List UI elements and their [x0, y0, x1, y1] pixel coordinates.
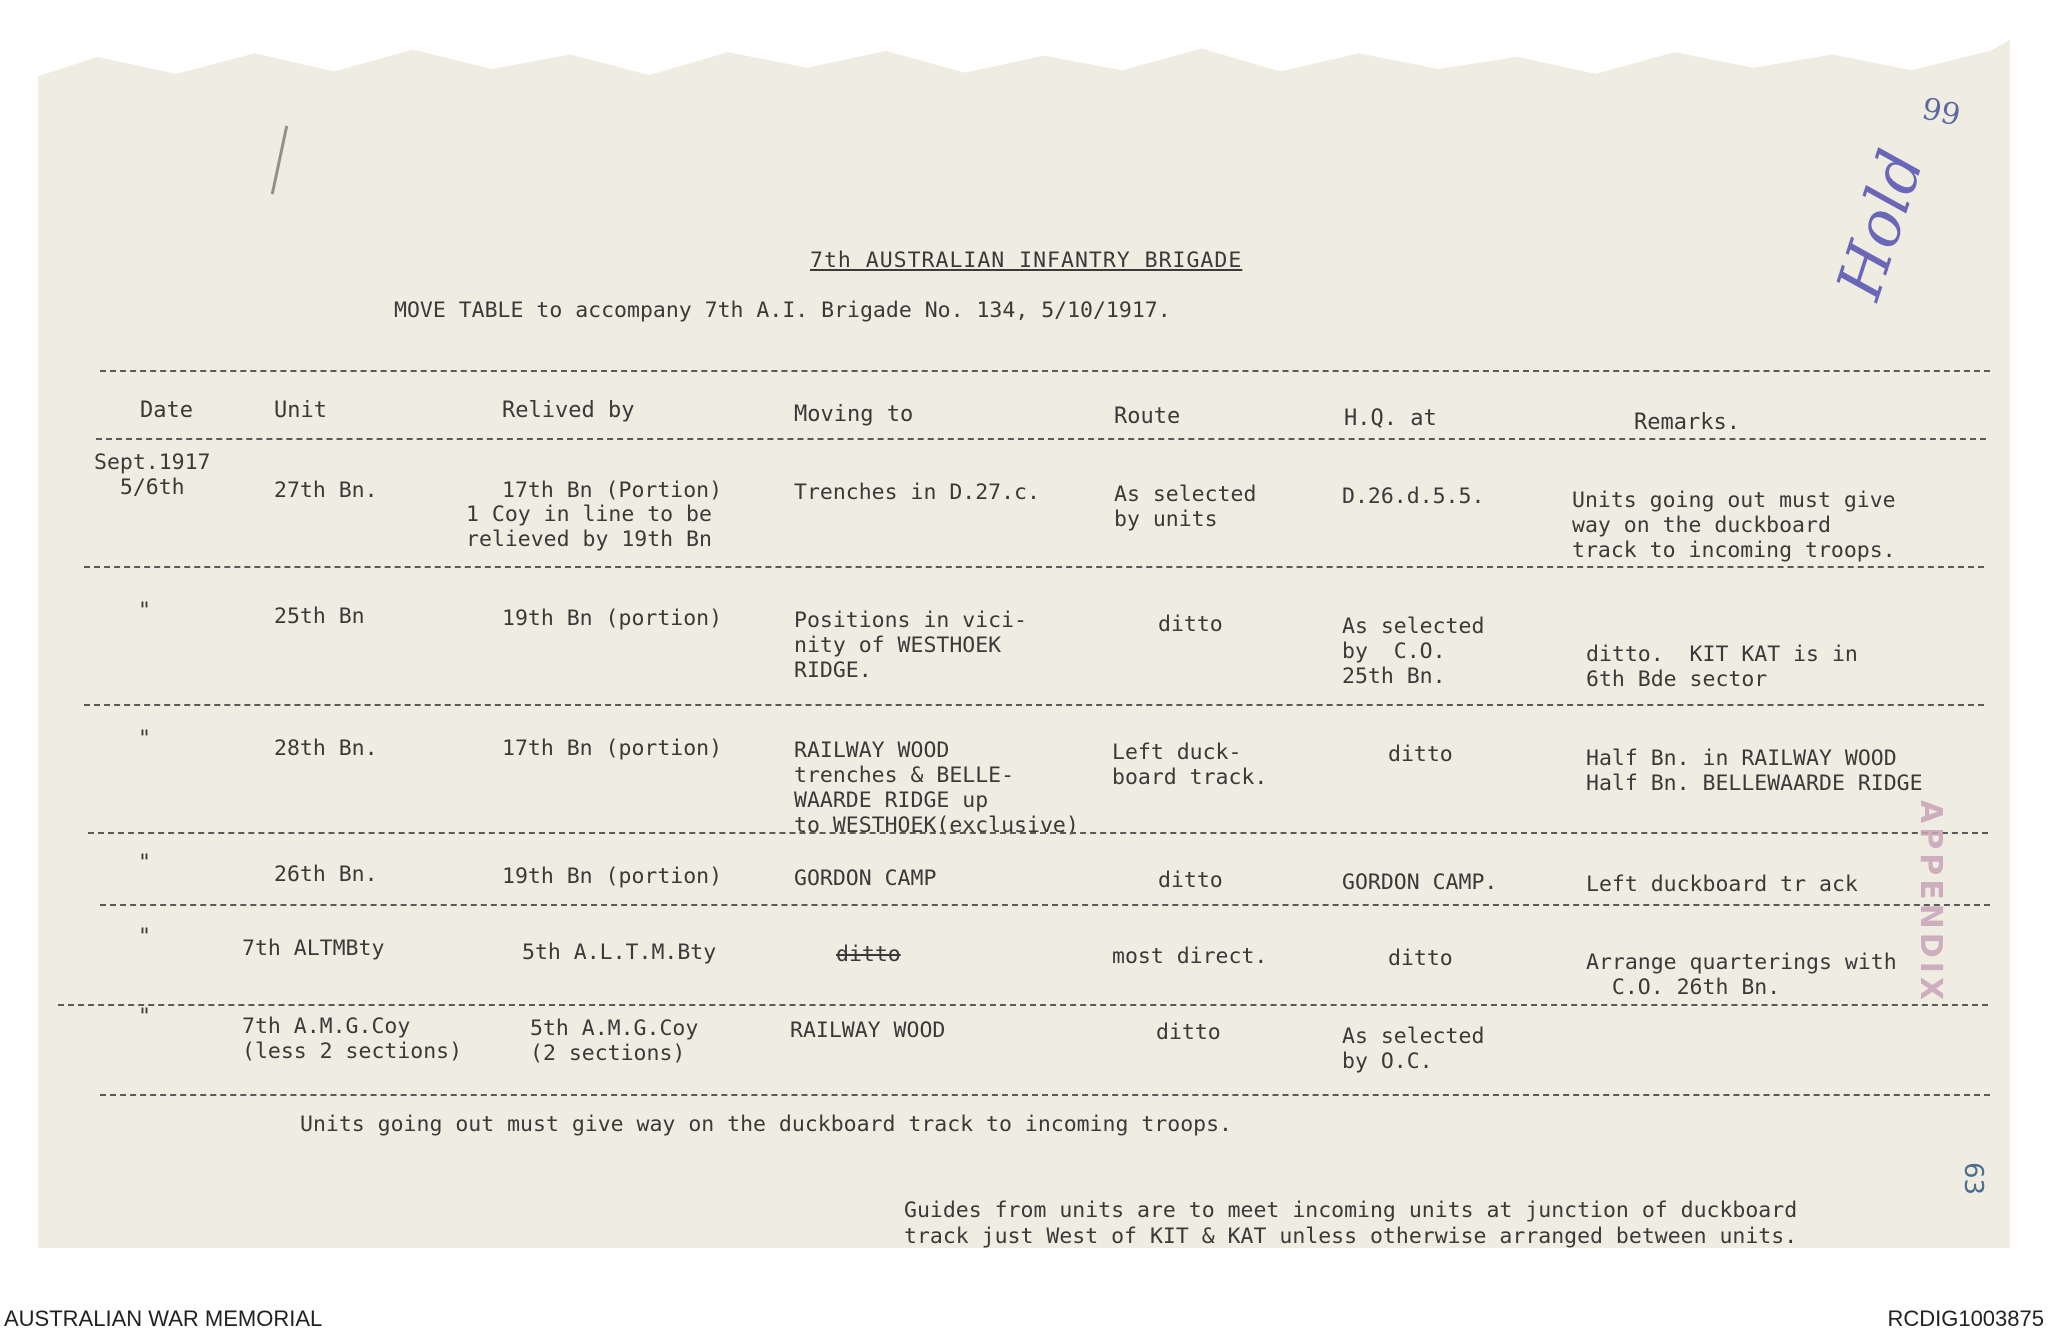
- col-header-hq-at: H.Q. at: [1344, 406, 1437, 431]
- row5-moving-to: ditto: [836, 942, 901, 967]
- row3-hq-at: ditto: [1388, 742, 1453, 767]
- row1-relieved-by: 17th Bn (Portion): [502, 478, 723, 503]
- row1-relieved-note: 1 Coy in line to be relieved by 19th Bn: [466, 502, 712, 552]
- row4-relieved-by: 19th Bn (portion): [502, 864, 723, 889]
- row1-remarks: Units going out must give way on the duckboard track to incoming troops.: [1572, 488, 1896, 563]
- note-guides: Guides from units are to meet incoming units at junction of duckboard track just West of KIT & KAT unless otherwise arranged between units.: [904, 1198, 1798, 1249]
- row2-moving-to: Positions in vici- nity of WESTHOEK RIDGE.: [794, 608, 1027, 683]
- row3-relieved-by: 17th Bn (portion): [502, 736, 723, 761]
- handwritten-hold: Hold: [1822, 141, 1939, 308]
- document-title: 7th AUSTRALIAN INFANTRY BRIGADE: [810, 248, 1243, 273]
- handwritten-number: 99: [1918, 91, 1964, 134]
- rule-row5: [58, 1004, 1988, 1006]
- row1-unit: 27th Bn.: [274, 478, 378, 503]
- col-header-remarks: Remarks.: [1634, 410, 1740, 435]
- row1-moving-to: Trenches in D.27.c.: [794, 480, 1040, 505]
- row5-relieved-by: 5th A.L.T.M.Bty: [522, 940, 717, 965]
- row2-unit: 25th Bn: [274, 604, 365, 629]
- row3-date: ": [138, 726, 151, 751]
- row4-moving-to: GORDON CAMP: [794, 866, 937, 891]
- col-header-route: Route: [1114, 404, 1181, 429]
- rule-row2: [84, 704, 1984, 706]
- row4-route: ditto: [1158, 868, 1223, 893]
- appendix-stamp: APPENDIX: [1913, 800, 1948, 1004]
- row5-date: ": [138, 924, 151, 949]
- row5-route: most direct.: [1112, 944, 1268, 969]
- footer-institution: AUSTRALIAN WAR MEMORIAL: [4, 1306, 323, 1331]
- row4-hq-at: GORDON CAMP.: [1342, 870, 1498, 895]
- row6-hq-at: As selected by O.C.: [1342, 1024, 1485, 1074]
- rule-header: [96, 438, 1986, 440]
- row6-date: ": [138, 1004, 151, 1029]
- row6-unit: 7th A.M.G.Coy (less 2 sections): [242, 1014, 463, 1064]
- row2-hq-at: As selected by C.O. 25th Bn.: [1342, 614, 1485, 689]
- row5-unit: 7th ALTMBty: [242, 936, 385, 961]
- col-header-unit: Unit: [274, 398, 327, 423]
- row3-remarks: Half Bn. in RAILWAY WOOD Half Bn. BELLEWAARDE RIDGE: [1586, 746, 1923, 796]
- row2-relieved-by: 19th Bn (portion): [502, 606, 723, 631]
- rule-row3: [88, 832, 1988, 834]
- row4-unit: 26th Bn.: [274, 862, 378, 887]
- row2-remarks: ditto. KIT KAT is in 6th Bde sector: [1586, 642, 1858, 692]
- row3-route: Left duck- board track.: [1112, 740, 1268, 790]
- row6-moving-to: RAILWAY WOOD: [790, 1018, 946, 1043]
- row1-date: Sept.1917 5/6th: [94, 450, 211, 500]
- row1-route: As selected by units: [1114, 482, 1257, 532]
- rule-row1: [84, 566, 1984, 568]
- row3-unit: 28th Bn.: [274, 736, 378, 761]
- row1-hq-at: D.26.d.5.5.: [1342, 484, 1485, 509]
- rule-top: [100, 370, 1990, 372]
- row5-remarks: Arrange quarterings with C.O. 26th Bn.: [1586, 950, 1897, 1000]
- col-header-moving-to: Moving to: [794, 402, 914, 427]
- page-number: 63: [1958, 1162, 1988, 1196]
- rule-row4: [100, 904, 1990, 906]
- footer-record-id: RCDIG1003875: [1887, 1306, 2044, 1331]
- note-duckboard: Units going out must give way on the duckboard track to incoming troops.: [300, 1112, 1232, 1137]
- col-header-relieved-by: Relived by: [502, 398, 635, 423]
- row5-hq-at: ditto: [1388, 946, 1453, 971]
- row2-date: ": [138, 598, 151, 623]
- document-subtitle: MOVE TABLE to accompany 7th A.I. Brigade No. 134, 5/10/1917.: [394, 298, 1171, 323]
- row3-moving-to: RAILWAY WOOD trenches & BELLE- WAARDE RIDGE up to WESTHOEK(exclusive): [794, 738, 1079, 838]
- row4-date: ": [138, 850, 151, 875]
- col-header-date: Date: [140, 398, 193, 423]
- row4-remarks: Left duckboard tr ack: [1586, 872, 1858, 897]
- rule-bottom: [100, 1094, 1990, 1096]
- row6-route: ditto: [1156, 1020, 1221, 1045]
- row6-relieved-by: 5th A.M.G.Coy (2 sections): [530, 1016, 699, 1066]
- row2-route: ditto: [1158, 612, 1223, 637]
